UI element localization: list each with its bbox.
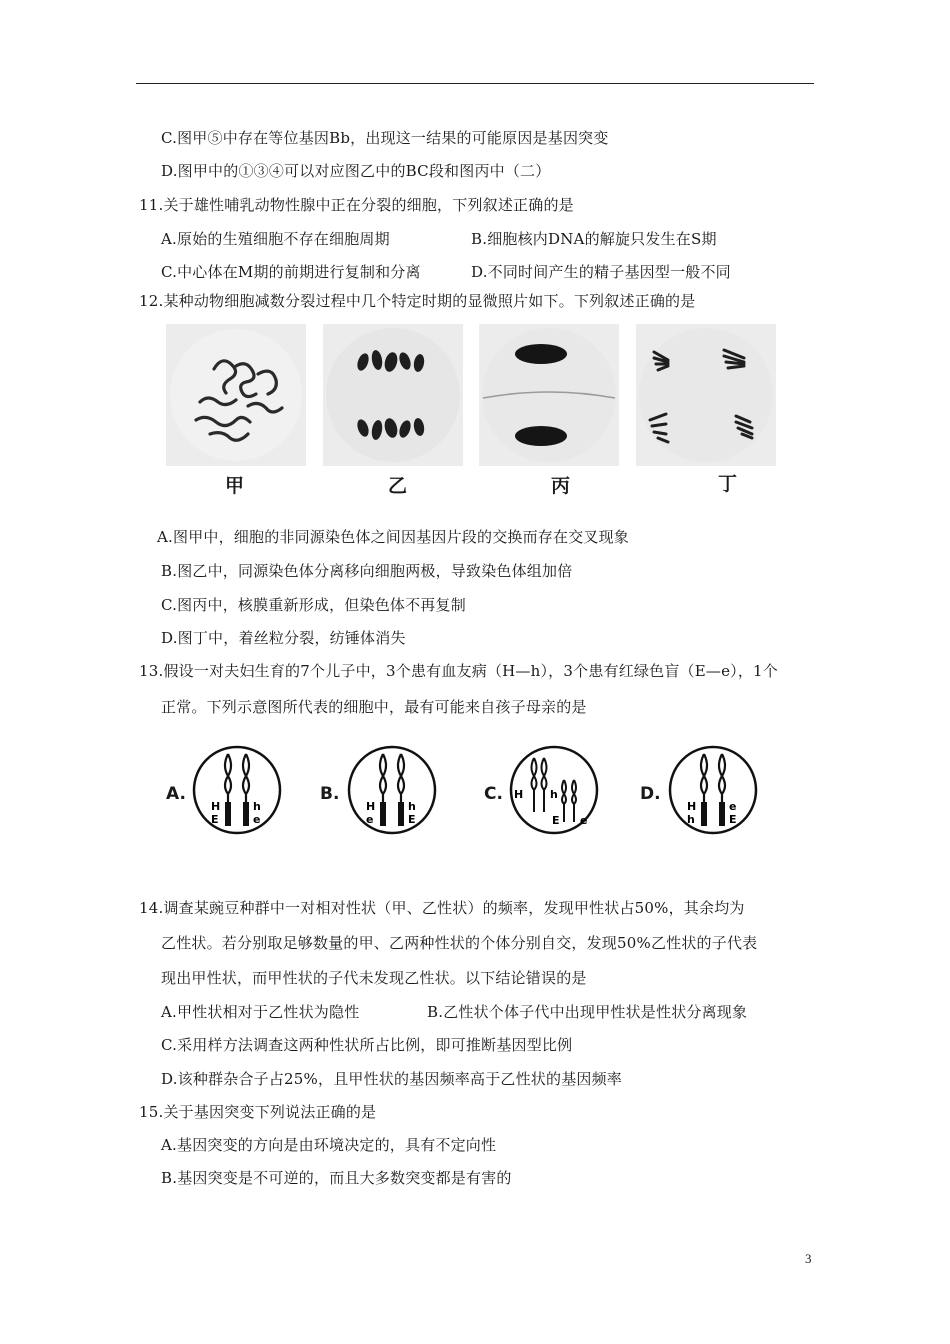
caption-bing: 丙 bbox=[551, 475, 571, 497]
q14-stem: 14.调查某豌豆种群中一对相对性状（甲、乙性状）的频率，发现甲性状占50%，其余均为 bbox=[139, 899, 745, 917]
micrograph-bing bbox=[479, 324, 619, 466]
q14-stem-cont-2: 现出甲性状，而甲性状的子代未发现乙性状。以下结论错误的是 bbox=[161, 969, 587, 987]
q10-option-c: C.图甲⑤中存在等位基因Bb，出现这一结果的可能原因是基因突变 bbox=[161, 129, 609, 147]
q11-option-d: D.不同时间产生的精子基因型一般不同 bbox=[471, 263, 731, 281]
cell-b-gene-4: E bbox=[408, 813, 416, 826]
cell-c-gene-2: E bbox=[552, 814, 560, 827]
cell-d-gene-1: H bbox=[687, 800, 697, 813]
q15-stem: 15.关于基因突变下列说法正确的是 bbox=[139, 1103, 377, 1121]
micrograph-yi bbox=[323, 324, 463, 466]
cell-a-letter: A. bbox=[166, 784, 186, 804]
cell-a-gene-1: H bbox=[211, 800, 221, 813]
cell-b-gene-3: h bbox=[408, 800, 416, 813]
q14-option-d: D.该种群杂合子占25%，且甲性状的基因频率高于乙性状的基因频率 bbox=[161, 1070, 623, 1088]
header-rule bbox=[136, 83, 814, 84]
cell-c-gene-4: e bbox=[580, 814, 588, 827]
q15-option-b: B.基因突变是不可逆的，而且大多数突变都是有害的 bbox=[161, 1169, 512, 1187]
cell-diagram-c bbox=[508, 744, 600, 840]
cell-d-letter: D. bbox=[640, 784, 661, 804]
cell-diagram-d bbox=[667, 744, 759, 840]
cell-a-gene-3: h bbox=[253, 800, 261, 813]
q13-stem: 13.假设一对夫妇生育的7个儿子中，3个患有血友病（H—h），3个患有红绿色盲（E—e），1个 bbox=[139, 662, 779, 680]
q12-stem: 12.某种动物细胞减数分裂过程中几个特定时期的显微照片如下。下列叙述正确的是 bbox=[139, 292, 696, 310]
cell-diagram-a bbox=[191, 744, 283, 840]
cell-b-letter: B. bbox=[320, 784, 340, 804]
q13-stem-cont: 正常。下列示意图所代表的细胞中，最有可能来自孩子母亲的是 bbox=[161, 698, 587, 716]
caption-yi: 乙 bbox=[388, 475, 408, 497]
q11-option-c: C.中心体在M期的前期进行复制和分离 bbox=[161, 263, 421, 281]
page-number: 3 bbox=[805, 1251, 812, 1266]
q12-option-d: D.图丁中，着丝粒分裂，纺锤体消失 bbox=[161, 629, 406, 647]
q11-option-a: A.原始的生殖细胞不存在细胞周期 bbox=[161, 230, 390, 248]
q14-option-b: B.乙性状个体子代中出现甲性状是性状分离现象 bbox=[427, 1003, 748, 1021]
caption-jia: 甲 bbox=[225, 475, 245, 497]
q15-option-a: A.基因突变的方向是由环境决定的，具有不定向性 bbox=[161, 1136, 497, 1154]
q10-option-d: D.图甲中的①③④可以对应图乙中的BC段和图丙中（二） bbox=[161, 162, 551, 180]
cell-b-gene-2: e bbox=[366, 813, 374, 826]
cell-diagram-b bbox=[346, 744, 438, 840]
q12-option-b: B.图乙中，同源染色体分离移向细胞两极，导致染色体组加倍 bbox=[161, 562, 573, 580]
q12-option-a: A.图甲中，细胞的非同源染色体之间因基因片段的交换而存在交叉现象 bbox=[157, 528, 630, 546]
cell-d-gene-3: e bbox=[729, 800, 737, 813]
micrograph-ding bbox=[636, 324, 776, 466]
q14-option-a: A.甲性状相对于乙性状为隐性 bbox=[161, 1003, 360, 1021]
cell-a-gene-2: E bbox=[211, 813, 219, 826]
micrograph-jia bbox=[166, 324, 306, 466]
cell-d-gene-4: E bbox=[729, 813, 737, 826]
q12-option-c: C.图丙中，核膜重新形成，但染色体不再复制 bbox=[161, 596, 466, 614]
q11-stem: 11.关于雄性哺乳动物性腺中正在分裂的细胞，下列叙述正确的是 bbox=[139, 196, 574, 214]
cell-b-gene-1: H bbox=[366, 800, 376, 813]
cell-c-letter: C. bbox=[484, 784, 503, 804]
q11-option-b: B.细胞核内DNA的解旋只发生在S期 bbox=[471, 230, 717, 248]
cell-c-gene-3: h bbox=[550, 788, 558, 801]
cell-a-gene-4: e bbox=[253, 813, 261, 826]
q14-option-c: C.采用样方法调查这两种性状所占比例，即可推断基因型比例 bbox=[161, 1036, 573, 1054]
cell-d-gene-2: h bbox=[687, 813, 695, 826]
cell-c-gene-1: H bbox=[514, 788, 524, 801]
caption-ding: 丁 bbox=[718, 473, 738, 495]
q14-stem-cont-1: 乙性状。若分别取足够数量的甲、乙两种性状的个体分别自交，发现50%乙性状的子代表 bbox=[161, 934, 758, 952]
